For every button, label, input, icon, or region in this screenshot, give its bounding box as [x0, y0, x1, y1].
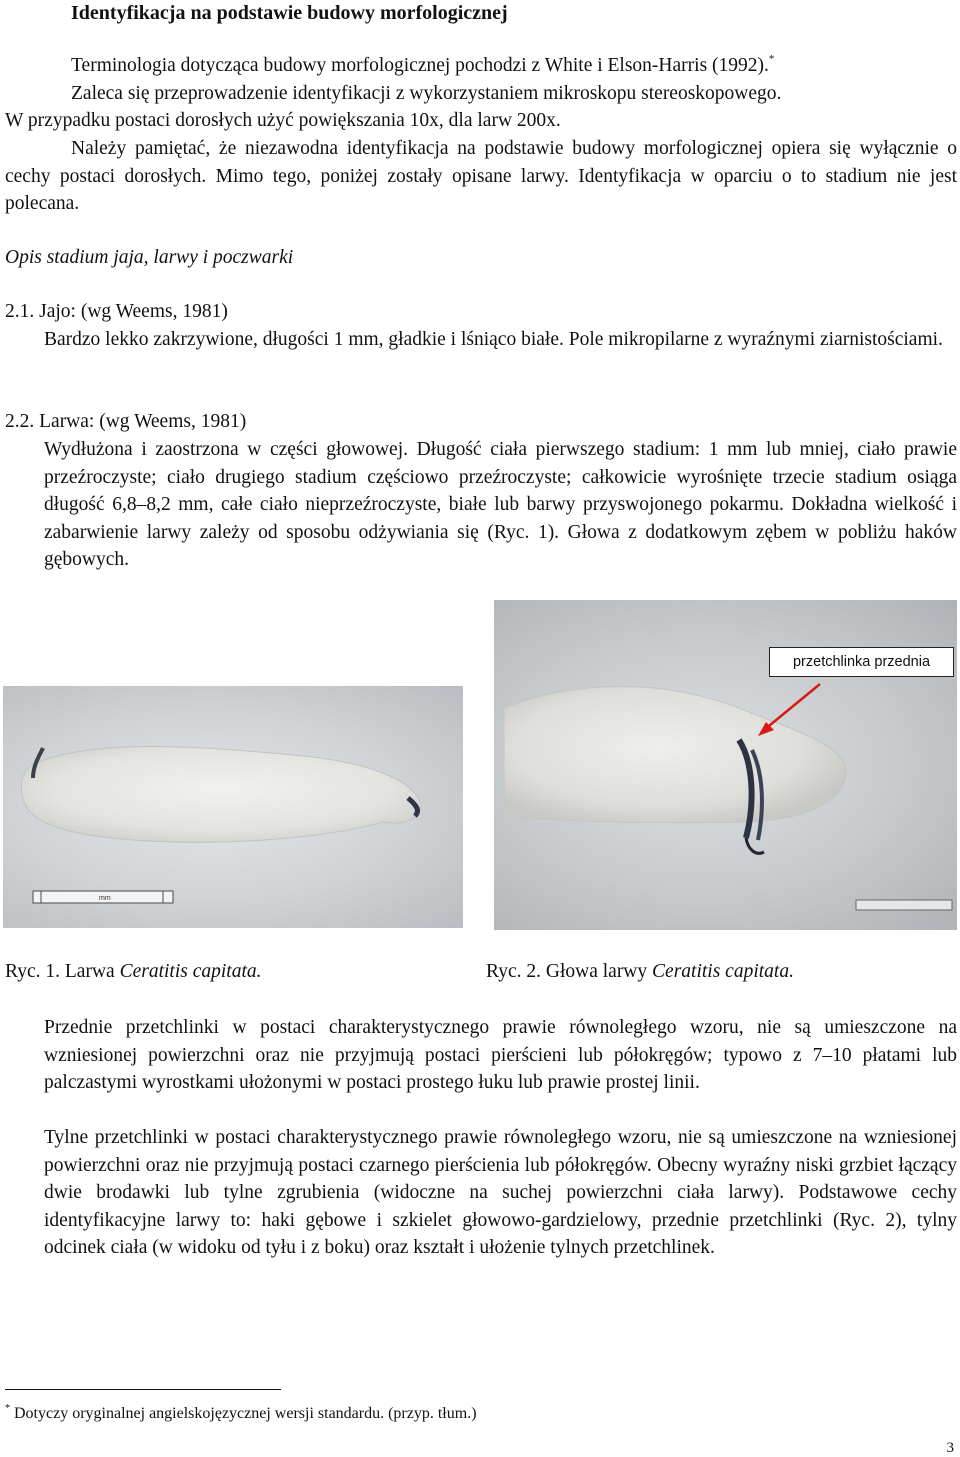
spiracle-label: przetchlinka przednia: [769, 647, 954, 677]
footnote: [5, 1404, 477, 1424]
intro-paragraph-2: Należy pamiętać, że niezawodna identyfikacja na podstawie budowy morfologicznej opiera się wyłącznie o cechy postaci dorosłych. Mimo tego, poniżej zostały opisane larwy. Identyfikacja w oparciu o to stadium nie jest polecana.: [5, 138, 957, 214]
footnote-mark: *: [5, 1403, 10, 1414]
footnote-reference: *: [768, 53, 775, 65]
intro-line-1: Terminologia dotycząca budowy morfologicznej pochodzi z White i Elson-Harris (1992).: [71, 55, 769, 76]
footnote-divider: [5, 1389, 281, 1390]
larva-photo-drawing: [3, 686, 463, 928]
larva-photo: [3, 686, 463, 928]
section-title: Opis stadium jaja, larwy i poczwarki: [5, 247, 294, 268]
larva-description: Wydłużona i zaostrzona w części głowowej. Długość ciała pierwszego stadium: 1 mm lub mniej, ciało prawie przeźroczyste; ciało drugiego stadium częściowo przeźroczyste; całkowicie wyrośnięte trzecie stadium osiąga długość 6,8–8,2 mm, całe ciało nieprzeźroczyste, białe lub barwy przyswojonego pokarmu. Dokładna wielkość i zabarwienie larwy zależy od sposobu odżywiania się (Ryc. 1). Głowa z dodatkowym zębem w pobliżu haków gębowych.: [44, 439, 957, 570]
footnote-text: Dotyczy oryginalnej angielskojęzycznej wersji standardu. (przyp. tłum.): [14, 1405, 477, 1422]
intro-line-3: W przypadku postaci dorosłych użyć powiększania 10x, dla larw 200x.: [5, 110, 561, 131]
egg-description: Bardzo lekko zakrzywione, długości 1 mm, gładkie i lśniąco białe. Pole mikropilarne z wyraźnymi ziarnistościami.: [44, 329, 943, 350]
front-spiracles-description: Przednie przetchlinki w postaci charakterystycznego prawie równoległego wzoru, nie są umieszczone na wzniesionej powierzchni oraz nie przyjmują postaci pierścieni lub półokręgów; typowo z 7–10 płatami lub palczastymi wyrostkami ułożonymi w postaci prostego łuku lub prawie prostej linii.: [44, 1017, 957, 1093]
egg-heading: 2.1. Jajo: (wg Weems, 1981): [5, 301, 228, 322]
scale-bar-1-label: mm: [99, 895, 111, 902]
page-number: 3: [946, 1440, 954, 1456]
intro-line-2: Zaleca się przeprowadzenie identyfikacji z wykorzystaniem mikroskopu stereoskopowego.: [71, 82, 782, 104]
intro-paragraph-1: [5, 52, 957, 135]
figure-1-caption: Ryc. 1. Larwa Ceratitis capitata.: [5, 961, 262, 982]
rear-spiracles-description: Tylne przetchlinki w postaci charakterystycznego prawie równoległego wzoru, nie są umieszczone na wzniesionej powierzchni oraz nie przyjmują postaci czarnego pierścienia lub półokręgów. Obecny wyraźny niski grzbiet łączący dwie brodawki lub tylne zgrubienia (widoczne na suchej powierzchni ciała larwy). Podstawowe cechy identyfikacyjne larwy to: haki gębowe i szkielet głowowo-gardzielowy, przednie przetchlinki (Ryc. 2), tylny odcinek ciała (w widoku od tyłu i z boku) oraz kształt i ułożenie tylnych przetchlinek.: [44, 1127, 957, 1258]
figure-2-caption: Ryc. 2. Głowa larwy Ceratitis capitata.: [486, 961, 794, 982]
larva-heading: 2.2. Larwa: (wg Weems, 1981): [5, 411, 247, 432]
page-heading: Identyfikacja na podstawie budowy morfologicznej: [71, 2, 508, 24]
